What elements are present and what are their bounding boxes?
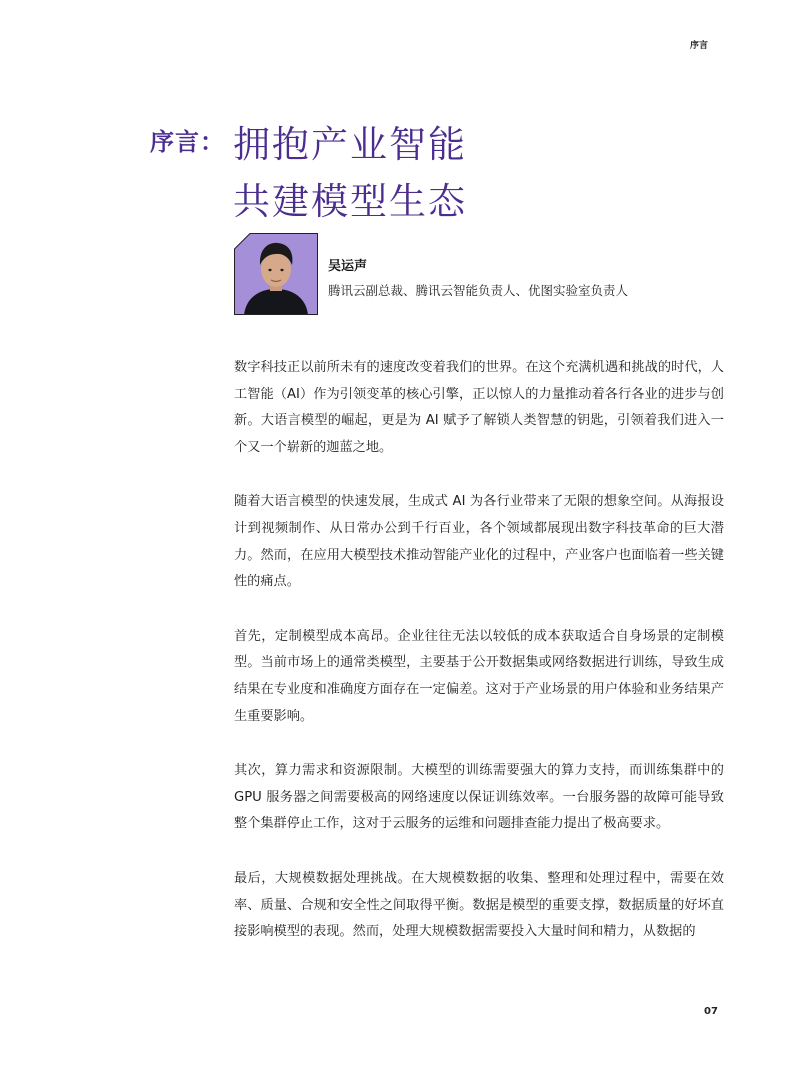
author-name: 吴运声 (328, 259, 368, 274)
body-text (234, 355, 724, 974)
paragraph-3: 首先，定制模型成本高昂。企业往往无法以较低的成本获取适合自身场景的定制模型。当前市场上的通常类模型，主要基于公开数据集或网络数据进行训练，导致生成结果在专业度和准确度方面存在一定偏差。这对于产业场景的用户体验和业务结果产生重要影响。 (234, 628, 724, 724)
section-label: 序言： (150, 128, 225, 156)
page-number: 07 (704, 1006, 718, 1017)
title-line-2: 共建模型生态 (233, 180, 467, 223)
page-title (233, 116, 653, 230)
author-portrait (234, 233, 318, 315)
paragraph-2: 随着大语言模型的快速发展，生成式 AI 为各行业带来了无限的想象空间。从海报设计到视频制作、从日常办公到千行百业，各个领域都展现出数字科技革命的巨大潜力。然而，在应用大模型技术推动智能产业化的过程中，产业客户也面临着一些关键性的痛点。 (234, 494, 724, 590)
author-role: 腾讯云副总裁、腾讯云智能负责人、优图实验室负责人 (328, 283, 629, 298)
paragraph-4: 其次，算力需求和资源限制。大模型的训练需要强大的算力支持，而训练集群中的 GPU 服务器之间需要极高的网络速度以保证训练效率。一台服务器的故障可能导致整个集群停止工作，这对于云服务的运维和问题排查能力提出了极高要求。 (234, 763, 724, 832)
title-line-1: 拥抱产业智能 (233, 123, 467, 166)
running-head: 序言 (690, 41, 709, 51)
paragraph-1: 数字科技正以前所未有的速度改变着我们的世界。在这个充满机遇和挑战的时代，人工智能（AI）作为引领变革的核心引擎，正以惊人的力量推动着各行各业的进步与创新。大语言模型的崛起，更是为 AI 赋予了解锁人类智慧的钥匙，引领着我们进入一个又一个崭新的迦蓝之地。 (234, 360, 724, 455)
paragraph-5: 最后，大规模数据处理挑战。在大规模数据的收集、整理和处理过程中，需要在效率、质量、合规和安全性之间取得平衡。数据是模型的重要支撑，数据质量的好坏直接影响模型的表现。然而，处理大规模数据需要投入大量时间和精力，从数据的 (234, 870, 724, 940)
